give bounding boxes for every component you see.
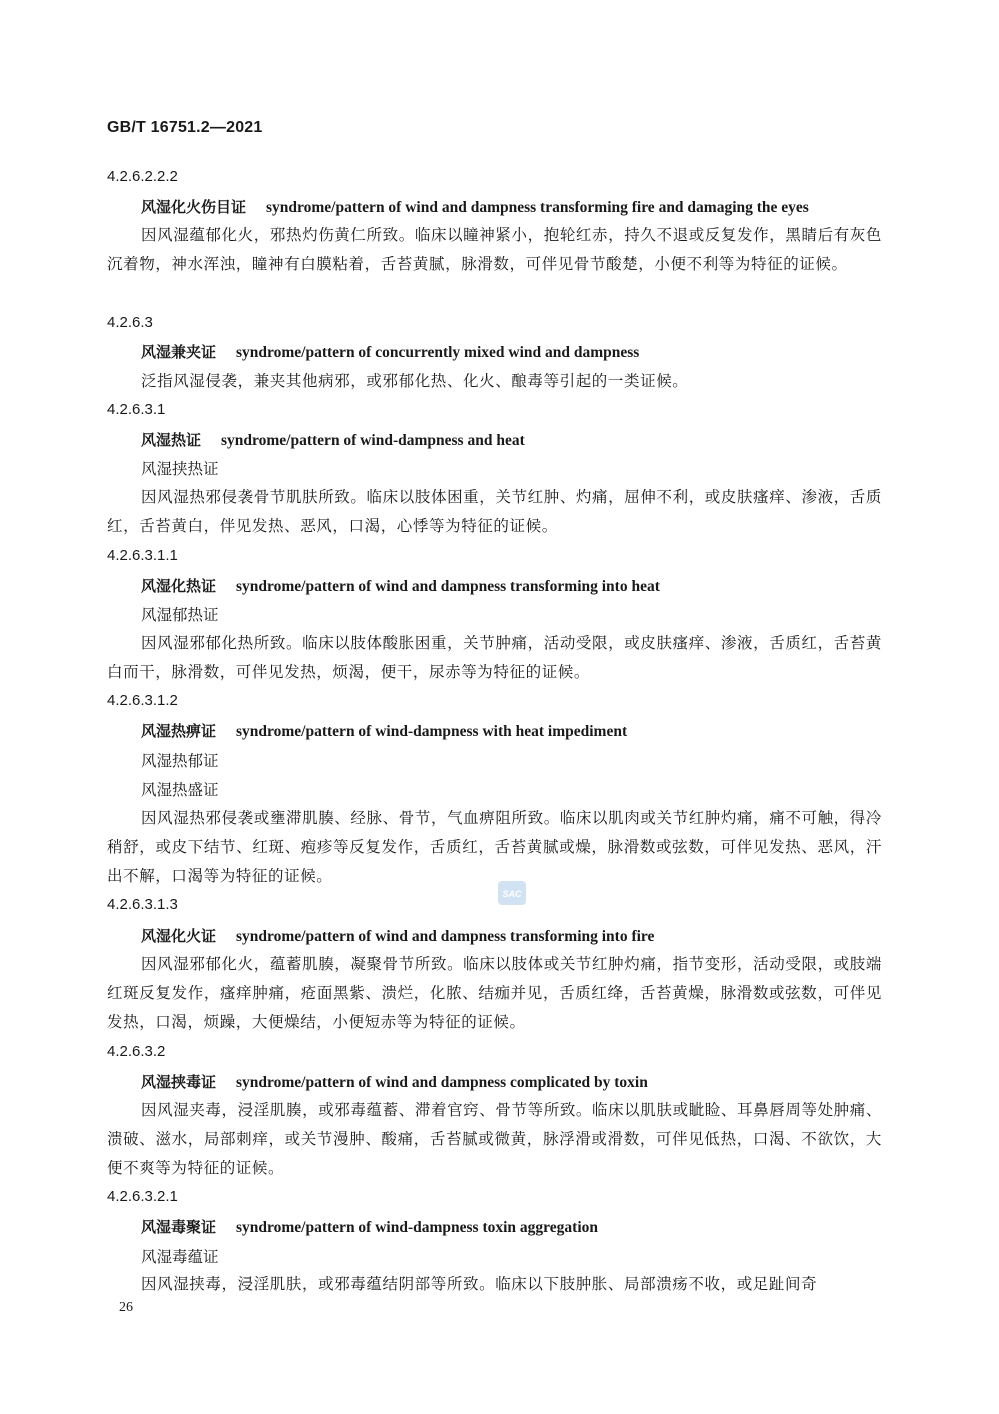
term-heading [141, 1071, 648, 1092]
synonym-term: 风湿郁热证 [141, 606, 219, 624]
term-english: syndrome/pattern of wind and dampness transforming into heat [236, 578, 660, 595]
definition-paragraph: 因风湿邪郁化火，蕴蓄肌腠，凝聚骨节所致。临床以肢体或关节红肿灼痛，指节变形，活动受限，或肢端红斑反复发作，瘙痒肿痛，疮面黑紫、溃烂，化脓、结痂并见，舌质红绛，舌苔黄燥，脉滑数或弦数，可伴见发热，口渴，烦躁，大便燥结，小便短赤等为特征的证候。 [107, 955, 882, 1031]
term-heading [141, 196, 809, 217]
clause-number: 4.2.6.3.1 [107, 401, 166, 418]
term-heading [141, 1216, 598, 1237]
term-heading [141, 575, 660, 596]
clause-number: 4.2.6.3.1.1 [107, 547, 178, 564]
definition-paragraph: 因风湿挟毒，浸淫肌肤，或邪毒蕴结阴部等所致。临床以下肢肿胀、局部溃疡不收，或足趾间奇 [141, 1275, 818, 1293]
term-english: syndrome/pattern of wind-dampness toxin aggregation [236, 1219, 598, 1236]
clause-number: 4.2.6.3.2.1 [107, 1188, 178, 1205]
term-english: syndrome/pattern of concurrently mixed wind and dampness [236, 344, 640, 361]
term-heading [141, 341, 639, 362]
term-heading [141, 925, 654, 946]
clause-number: 4.2.6.2.2.2 [107, 168, 178, 185]
clause-number: 4.2.6.3.1.3 [107, 896, 178, 913]
term-chinese: 风湿毒聚证 [141, 1218, 217, 1236]
standard-number-header: GB/T 16751.2—2021 [107, 119, 263, 136]
term-chinese: 风湿兼夹证 [141, 343, 217, 361]
definition-paragraph: 因风湿热邪侵袭骨节肌肤所致。临床以肢体困重，关节红肿、灼痛，屈伸不利，或皮肤瘙痒、渗液，舌质红，舌苔黄白，伴见发热、恶风，口渴，心悸等为特征的证候。 [107, 488, 882, 535]
clause-number: 4.2.6.3.1.2 [107, 692, 178, 709]
definition-paragraph: 因风湿邪郁化热所致。临床以肢体酸胀困重，关节肿痛，活动受限，或皮肤瘙痒、渗液，舌质红，舌苔黄白而干，脉滑数，可伴见发热，烦渴，便干，尿赤等为特征的证候。 [107, 634, 882, 681]
term-chinese: 风湿挟毒证 [141, 1073, 217, 1091]
definition-paragraph: 因风湿夹毒，浸淫肌腠，或邪毒蕴蓄、滞着官窍、骨节等所致。临床以肌肤或眦睑、耳鼻唇周等处肿痛、溃破、滋水，局部刺痒，或关节漫肿、酸痛，舌苔腻或微黄，脉浮滑或滑数，可伴见低热，口渴、不欲饮，大便不爽等为特征的证候。 [107, 1101, 882, 1177]
definition-paragraph: 泛指风湿侵袭，兼夹其他病邪，或邪郁化热、化火、酿毒等引起的一类证候。 [141, 372, 689, 390]
synonym-term: 风湿毒蕴证 [141, 1248, 219, 1266]
page-number: 26 [119, 1300, 133, 1315]
term-english: syndrome/pattern of wind and dampness transforming into fire [236, 928, 655, 945]
clause-number: 4.2.6.3 [107, 314, 153, 331]
term-chinese: 风湿化火证 [141, 927, 217, 945]
synonym-term: 风湿挟热证 [141, 460, 219, 478]
synonym-term: 风湿热盛证 [141, 781, 219, 799]
definition-paragraph: 因风湿蕴郁化火，邪热灼伤黄仁所致。临床以瞳神紧小，抱轮红赤，持久不退或反复发作，黑睛后有灰色沉着物，神水浑浊，瞳神有白膜粘着，舌苔黄腻，脉滑数，可伴见骨节酸楚，小便不利等为特征的证候。 [107, 226, 882, 273]
term-english: syndrome/pattern of wind and dampness complicated by toxin [236, 1074, 648, 1091]
term-chinese: 风湿化火伤目证 [141, 198, 247, 216]
term-heading [141, 720, 627, 741]
term-chinese: 风湿热痹证 [141, 722, 217, 740]
term-chinese: 风湿化热证 [141, 577, 217, 595]
term-heading [141, 429, 525, 450]
sac-logo-text: SAC [502, 889, 522, 899]
synonym-term: 风湿热郁证 [141, 752, 219, 770]
clause-number: 4.2.6.3.2 [107, 1043, 166, 1060]
term-english: syndrome/pattern of wind and dampness transforming fire and damaging the eyes [266, 199, 809, 216]
sac-watermark-logo [497, 880, 527, 906]
term-chinese: 风湿热证 [141, 431, 202, 449]
sac-logo-icon [497, 880, 527, 906]
term-english: syndrome/pattern of wind-dampness with heat impediment [236, 723, 628, 740]
term-english: syndrome/pattern of wind-dampness and heat [221, 432, 525, 449]
definition-paragraph: 因风湿热邪侵袭或壅滞肌腠、经脉、骨节，气血痹阻所致。临床以肌肉或关节红肿灼痛，痛不可触，得冷稍舒，或皮下结节、红斑、疱疹等反复发作，舌质红，舌苔黄腻或燥，脉滑数或弦数，可伴见发热、恶风，汗出不解，口渴等为特征的证候。 [107, 809, 882, 885]
